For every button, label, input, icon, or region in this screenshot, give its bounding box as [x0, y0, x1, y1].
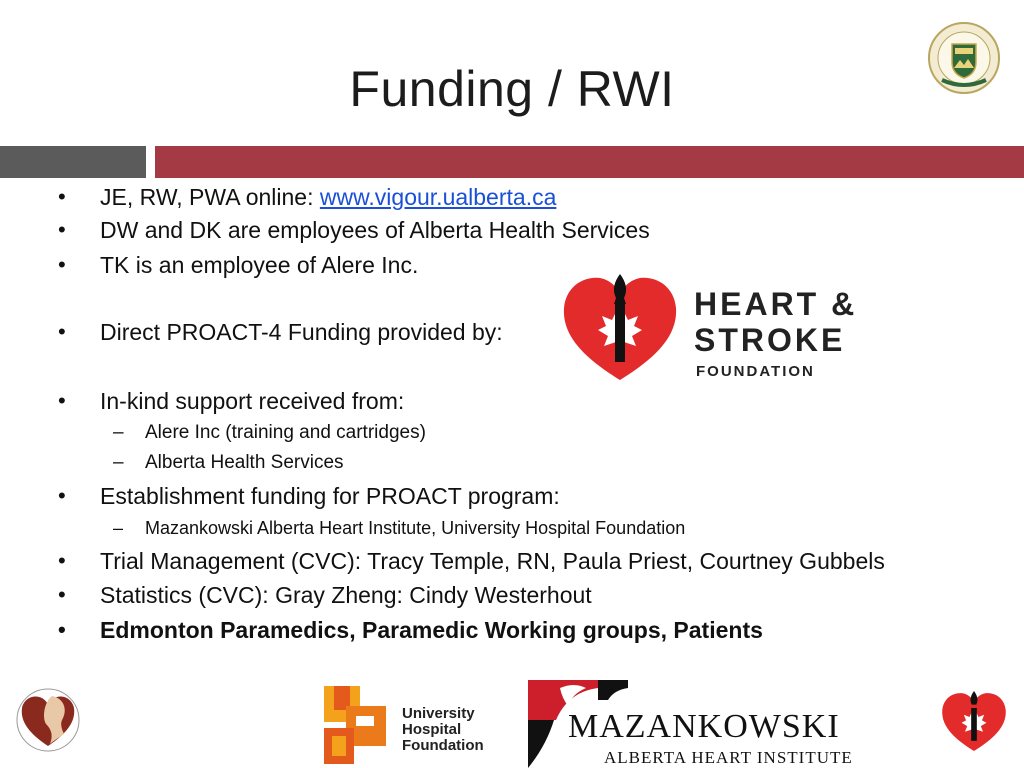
heart-torch-icon: [560, 268, 680, 386]
vigour-website-link[interactable]: www.vigour.ualberta.ca: [319, 184, 557, 210]
sub-bullet-text: Alere Inc (training and cartridges): [145, 422, 426, 443]
bullet-item: [58, 482, 560, 510]
bullet-marker: •: [58, 184, 66, 209]
bullet-text: Direct PROACT-4 Funding provided by:: [100, 319, 503, 345]
bullet-marker: •: [58, 617, 66, 642]
sub-bullet-text: Mazankowski Alberta Heart Institute, University Hospital Foundation: [145, 518, 686, 538]
heart-profile-logo-icon: [16, 688, 80, 752]
bullet-text: Statistics (CVC): Gray Zheng: Cindy Westerhout: [100, 582, 592, 608]
heart-stroke-small-logo-icon: [940, 686, 1008, 756]
university-hospital-foundation-logo-icon: [322, 680, 392, 766]
sub-bullet-item: [113, 421, 426, 445]
bullet-item: [58, 183, 557, 211]
bullet-marker: •: [58, 217, 66, 242]
bullet-text: In-kind support received from:: [100, 388, 405, 414]
bullet-marker: •: [58, 388, 66, 413]
uhf-line2: Hospital: [402, 721, 462, 738]
heart-stroke-line3: FOUNDATION: [696, 363, 815, 380]
bullet-item: [58, 547, 885, 575]
uhf-line1: University: [402, 705, 475, 722]
bullet-marker: •: [58, 252, 66, 277]
bullet-item: [58, 387, 405, 415]
bullet-item: [58, 616, 763, 644]
mazankowski-subtitle: ALBERTA HEART INSTITUTE: [604, 748, 853, 767]
heart-and-stroke-logo: [560, 268, 875, 386]
bullet-item: [58, 251, 419, 279]
sub-bullet-marker: –: [113, 452, 124, 473]
heart-stroke-line1: HEART &: [694, 286, 858, 322]
bullet-marker: •: [58, 548, 66, 573]
sub-bullet-marker: –: [113, 422, 124, 443]
sub-bullet-text: Alberta Health Services: [145, 452, 344, 473]
bullet-item: [58, 581, 592, 609]
sub-bullet-item: [113, 451, 344, 475]
bullet-text: TK is an employee of Alere Inc.: [100, 252, 419, 278]
sub-bullet-item: [113, 516, 686, 540]
mazankowski-title: MAZANKOWSKI: [568, 708, 840, 745]
bullet-marker: •: [58, 483, 66, 508]
bullet-item: [58, 318, 503, 346]
heart-stroke-line2: STROKE: [694, 322, 846, 358]
bullet-item: [58, 216, 650, 244]
bullet-text: Edmonton Paramedics, Paramedic Working groups, Patients: [100, 617, 763, 643]
bullet-text: Establishment funding for PROACT program:: [100, 483, 560, 509]
bullet-text: DW and DK are employees of Alberta Health Services: [100, 217, 650, 243]
bullet-marker: •: [58, 319, 66, 344]
bullet-text: JE, RW, PWA online:: [100, 184, 320, 210]
uhf-line3: Foundation: [402, 737, 484, 754]
slide-title: Funding / RWI: [349, 61, 675, 117]
bullet-text: Trial Management (CVC): Tracy Temple, RN, Paula Priest, Courtney Gubbels: [100, 548, 885, 574]
sub-bullet-marker: –: [113, 518, 124, 538]
bullet-marker: •: [58, 582, 66, 607]
